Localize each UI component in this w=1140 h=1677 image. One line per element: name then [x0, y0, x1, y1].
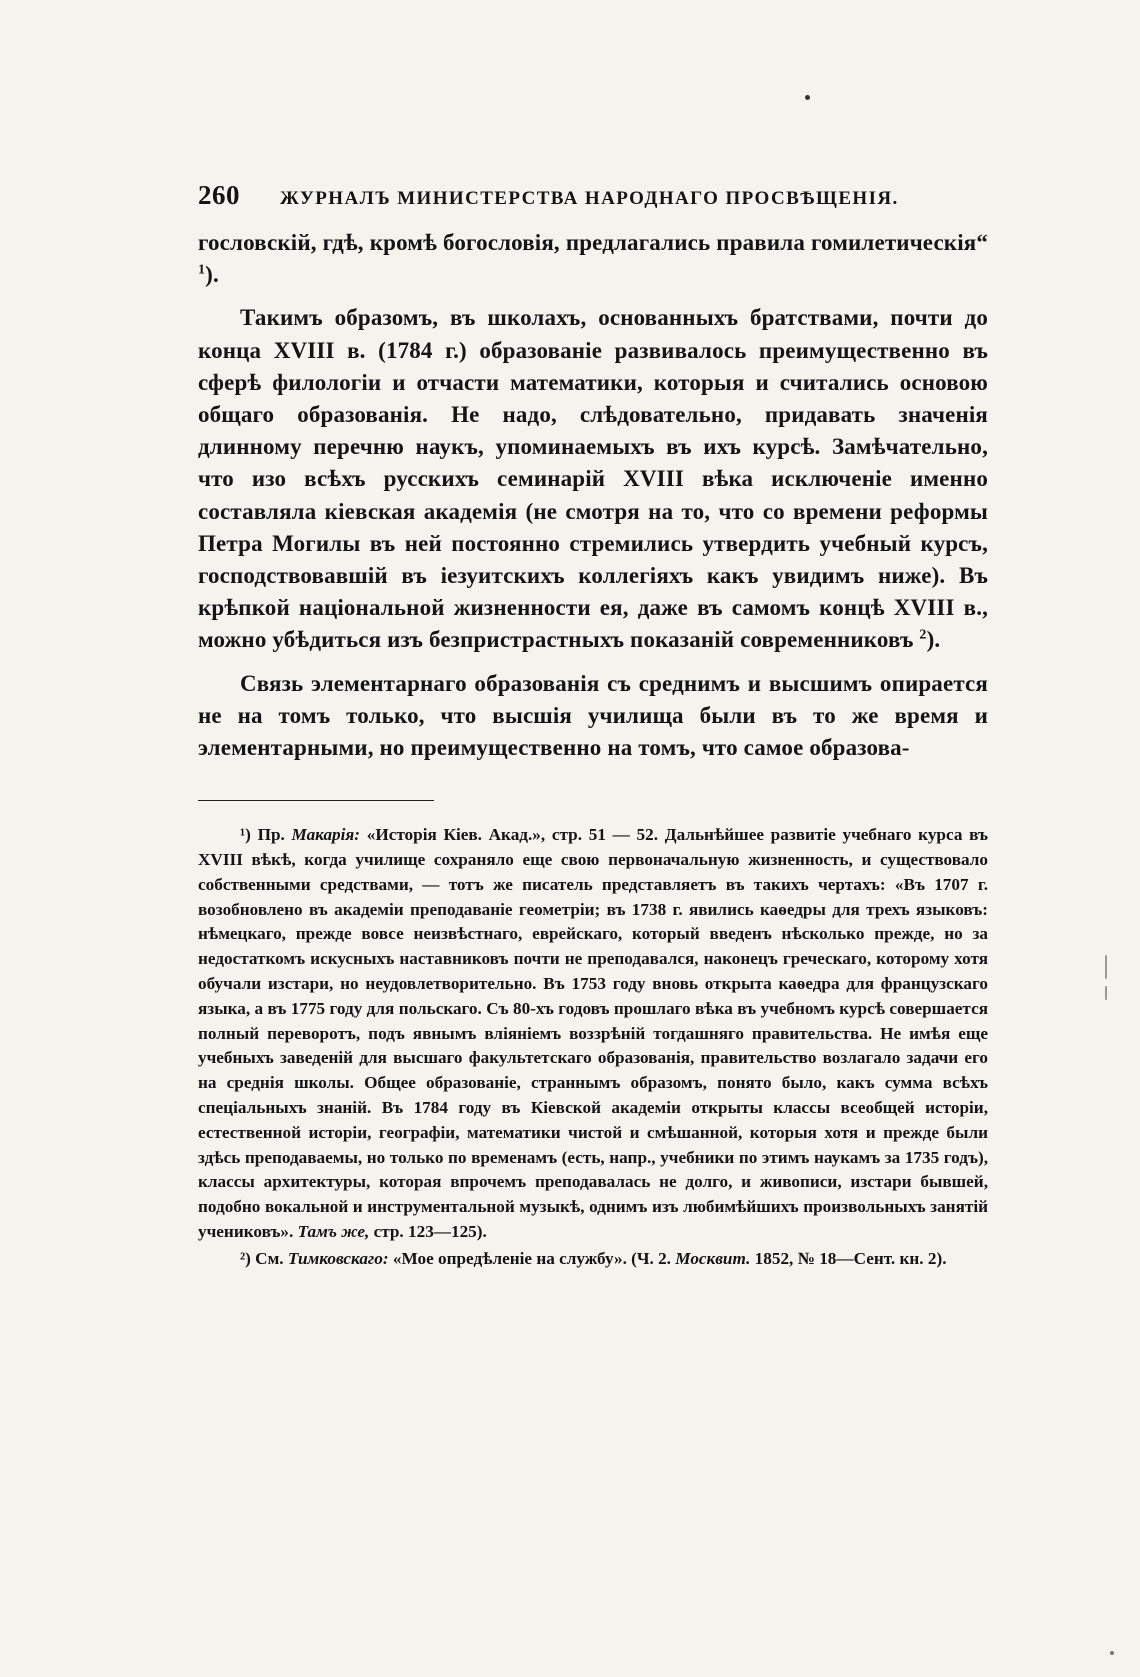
- footnote-1-text: «Исторія Кіев. Акад.», стр. 51 — 52. Дальнѣйшее развитіе учебнаго курса въ XVIII вѣкѣ, когда училище сохраняло еще свою первоначальную жизненность, и существовало собственными средствами, — тотъ же писатель представляетъ въ такихъ чертахъ: «Въ 1707 г. возобновлено въ академіи преподаваніе геометріи; въ 1738 г. явились каѳедры для трехъ языковъ: нѣмецкаго, прежде вовсе неизвѣстнаго, еврейскаго, который введенъ нѣсколько прежде, но за недостаткомъ искусныхъ наставниковъ почти не преподавался, наконецъ греческаго, которому хотя обучали изстари, но неудовлетворительно. Въ 1753 году вновь открыта каѳедра для французскаго языка, а въ 1775 году для польскаго. Съ 80-хъ годовъ прошлаго вѣка въ учебномъ курсѣ совершается полный переворотъ, подъ явнымъ вліяніемъ воззрѣній тогдашняго правительства. Не имѣя еще учебныхъ заведеній для высшаго факультетскаго образованія, правительство возлагало задачи его на среднія школы. Общее образованіе, страннымъ образомъ, понято было, какъ сумма всѣхъ спеціальныхъ знаній. Въ 1784 году въ Кіевской академіи открыты классы всеобщей исторіи, естественной исторіи, географіи, математики чистой и смѣшанной, которыя хотя и прежде были здѣсь преподаваемы, но только по временамъ (есть, напр., учебники по этимъ наукамъ за 1735 годъ), классы архитектуры, которая впрочемъ преподавалась не долго, и живописи, изстари бывшей, подобно вокальной и инструментальной музыкѣ, однимъ изъ любимѣйшихъ произвольныхъ занятій учениковъ».: [198, 825, 988, 1241]
- running-title: ЖУРНАЛЪ МИНИСТЕРСТВА НАРОДНАГО ПРОСВѢЩЕНІЯ.: [280, 188, 899, 209]
- paragraph-1-tail: ).: [205, 262, 219, 288]
- footnotes: [198, 823, 988, 1271]
- print-speck-bottom: [1110, 1651, 1114, 1655]
- print-speck-margin-2: [1105, 986, 1107, 1000]
- print-speck-margin-1: [1105, 955, 1107, 979]
- footnote-2-author: Тимковскаго:: [287, 1248, 389, 1268]
- main-text: [198, 227, 988, 764]
- paragraph-1: [198, 227, 988, 291]
- paragraph-3: Связь элементарнаго образованія съ среднимъ и высшимъ опирается не на томъ только, что высшія училища были въ то же время и элементарными, но преимущественно на томъ, что самое образова-: [198, 670, 988, 761]
- footnote-1-ibid: Тамъ же,: [297, 1222, 370, 1241]
- page-number: 260: [198, 180, 240, 210]
- footnote-1-marker: ¹) Пр.: [240, 825, 285, 845]
- footnote-2-journal: Москвит.: [675, 1248, 751, 1268]
- footnote-2-issue: 1852, № 18—Сент. кн. 2).: [754, 1248, 947, 1268]
- print-speck-top: [805, 95, 810, 100]
- footnote-ref-2[interactable]: 2: [919, 627, 927, 643]
- page-header: [198, 180, 988, 211]
- footnote-1-pages: стр. 123—125).: [373, 1222, 487, 1241]
- footnote-2: [198, 1247, 988, 1272]
- footnote-1-author: Макарія:: [291, 825, 361, 845]
- footnote-1: [198, 823, 988, 1245]
- footnote-2-text: «Мое опредѣленіе на службу». (Ч. 2.: [392, 1248, 671, 1268]
- paragraph-1-text: гословскій, гдѣ, кромѣ богословія, предлагались правила гомилетическія“: [198, 230, 988, 255]
- text-column: [198, 180, 988, 1274]
- footnote-rule: [198, 800, 434, 801]
- paragraph-2-tail: ).: [926, 627, 941, 653]
- paragraph-2-text: Такимъ образомъ, въ школахъ, основанныхъ братствами, почти до конца XVIII в. (1784 г.) образованіе развивалось преимущественно въ сферѣ филологіи и отчасти математики, которыя и считались основою общаго образованія. Не надо, слѣдовательно, придавать значенія длинному перечню наукъ, упоминаемыхъ въ ихъ курсѣ. Замѣчательно, что изо всѣхъ русскихъ семинарій XVIII вѣка исключеніе именно составляла кіевская академія (не смотря на то, что со времени реформы Петра Могилы въ ней постоянно стремились утвердить учебный курсъ, господствовавшій въ іезуитскихъ коллегіяхъ какъ увидимъ ниже). Въ крѣпкой національной жизненности ея, даже въ самомъ концѣ XVIII в., можно убѣдиться изъ безпристрастныхъ показаній современниковъ: [198, 305, 988, 653]
- paragraph-2: [198, 302, 988, 656]
- footnote-2-marker: ²) См.: [240, 1248, 284, 1268]
- footnote-ref-1[interactable]: 1: [198, 262, 206, 278]
